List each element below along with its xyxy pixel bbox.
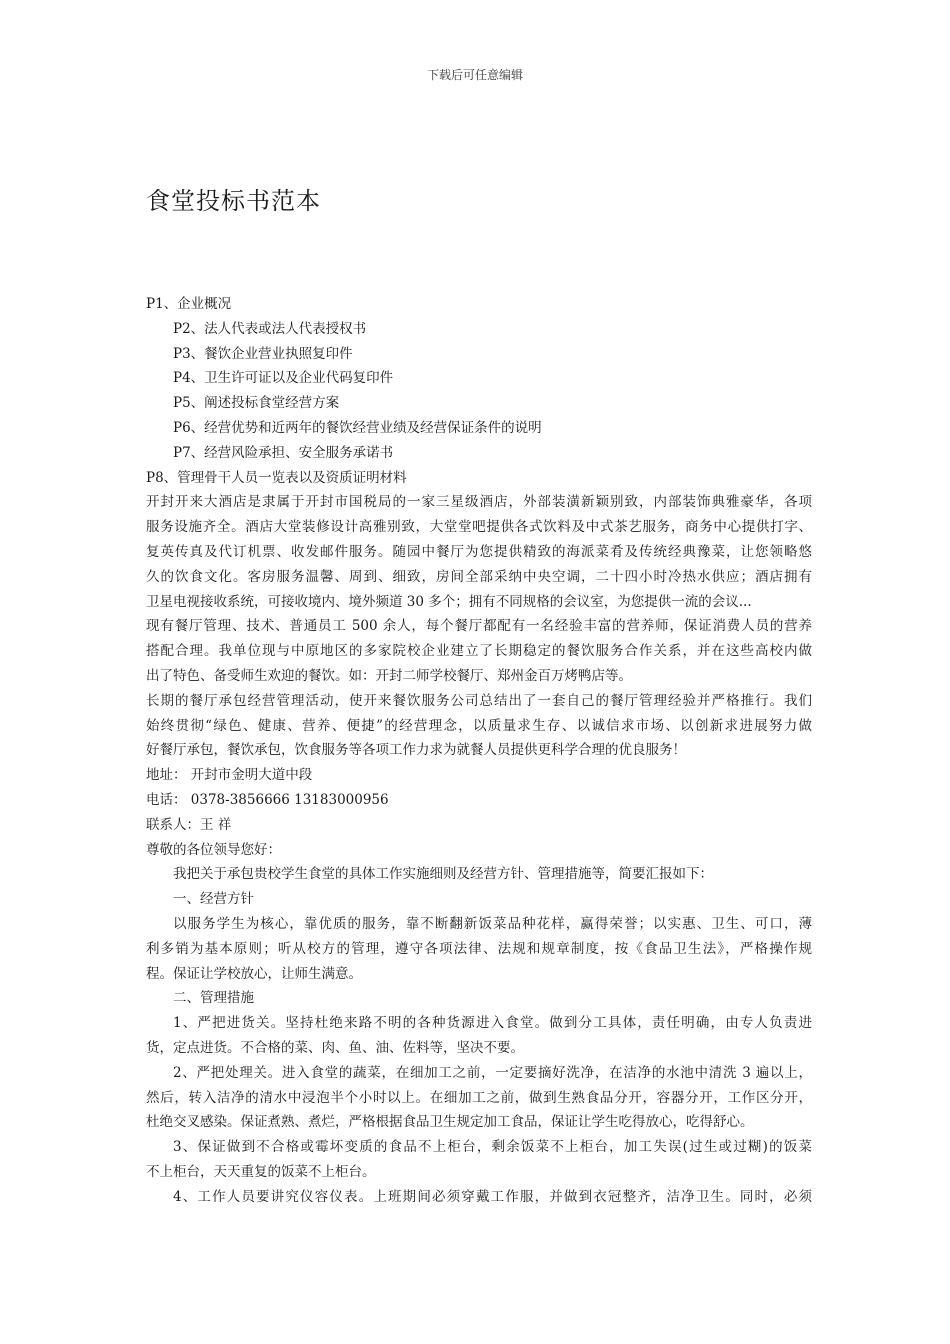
body-line: P7、经营风险承担、安全服务承诺书 [173, 444, 394, 461]
body-line: P4、卫生许可证以及企业代码复印件 [173, 370, 394, 387]
document-title: 食堂投标书范本 [146, 187, 321, 215]
body-line: P8、管理骨干人员一览表以及资质证明材料 [146, 469, 407, 486]
document-body [146, 292, 812, 1209]
body-line: P6、经营优势和近两年的餐饮经营业绩及经营保证条件的说明 [173, 419, 542, 436]
body-line: P1、企业概况 [146, 296, 232, 312]
body-line: 好餐厅承包，餐饮承包，饮食服务等各项工作力求为就餐人员提供更科学合理的优良服务！ [146, 742, 686, 759]
body-line: 一、经营方针 [173, 891, 254, 908]
body-line: P5、阐述投标食堂经营方案 [173, 395, 340, 412]
body-line: 1、严把进货关。坚持杜绝来路不明的各种货源进入食堂。做到分工具体，责任明确，由专人负责进 [173, 1015, 812, 1032]
body-line: 二、管理措施 [173, 990, 254, 1007]
body-line: 我把关于承包贵校学生食堂的具体工作实施细则及经营方针、管理措施等，简要汇报如下： [173, 866, 713, 883]
body-line: 联系人：王 祥 [146, 816, 232, 833]
page-header-note: 下载后可任意编辑 [426, 68, 523, 82]
body-line: 出了特色、备受师生欢迎的餐饮。如：开封二师学校餐厅、郑州金百万烤鸭店等。 [146, 667, 632, 684]
body-line: 地址： 开封市金明大道中段 [146, 767, 313, 784]
body-line: 开封开来大酒店是隶属于开封市国税局的一家三星级酒店，外部装潢新颖别致，内部装饰典雅豪华，各项 [146, 494, 812, 511]
body-line: 电话： 0378-3856666 13183000956 [146, 791, 389, 808]
body-line: P3、餐饮企业营业执照复印件 [173, 345, 353, 362]
body-line: 4、工作人员要讲究仪容仪表。上班期间必须穿戴工作服，并做到衣冠整齐，洁净卫生。同时，必须 [173, 1188, 812, 1205]
body-line: 杜绝交叉感染。保证煮熟、煮烂，严格根据食品卫生规定加工食品，保证让学生吃得放心，吃得舒心。 [146, 1114, 754, 1131]
body-line: 2、严把处理关。进入食堂的蔬菜，在细加工之前，一定要摘好洗净，在洁净的水池中清洗 3 遍以上， [173, 1064, 812, 1081]
body-line: 复英传真及代订机票、收发邮件服务。随园中餐厅为您提供精致的海派菜肴及传统经典豫菜，让您领略悠 [146, 543, 812, 560]
body-line: 久的饮食文化。客房服务温馨、周到、细致，房间全部采纳中央空调，二十四小时冷热水供应；酒店拥有 [146, 568, 812, 585]
body-line: 利多销为基本原则；听从校方的管理，遵守各项法律、法规和规章制度，按《食品卫生法》，严格操作规 [146, 940, 812, 957]
body-line: 货，定点进货。不合格的菜、肉、鱼、油、佐料等，坚决不要。 [146, 1039, 524, 1056]
body-line: 现有餐厅管理、技术、普通员工 500 余人，每个餐厅都配有一名经验丰富的营养师，保证消费人员的营养 [146, 618, 812, 635]
body-line: 尊敬的各位领导您好： [146, 841, 281, 858]
body-line: 卫星电视接收系统，可接收境内、境外频道 30 多个；拥有不同规格的会议室，为您提供一流的会议... [146, 593, 752, 610]
body-line: 程。保证让学校放心，让师生满意。 [146, 965, 362, 982]
body-line: 服务设施齐全。酒店大堂装修设计高雅别致，大堂堂吧提供各式饮料及中式茶艺服务，商务中心提供打字、 [146, 519, 812, 536]
body-line: 3、保证做到不合格或霉坏变质的食品不上柜台，剩余饭菜不上柜台，加工失误(过生或过糊)的饭菜 [173, 1139, 812, 1156]
body-line: 以服务学生为核心，靠优质的服务，靠不断翻新饭菜品种花样，赢得荣誉；以实惠、卫生、可口，薄 [173, 915, 812, 932]
body-line: P2、法人代表或法人代表授权书 [173, 320, 367, 337]
body-line: 不上柜台，天天重复的饭菜不上柜台。 [146, 1163, 376, 1180]
body-line: 长期的餐厅承包经营管理活动，使开来餐饮服务公司总结出了一套自己的餐厅管理经验并严格推行。我们 [146, 692, 812, 709]
body-line: 搭配合理。我单位现与中原地区的多家院校企业建立了长期稳定的餐饮服务合作关系，并在这些高校内做 [146, 643, 812, 660]
body-line: 然后，转入洁净的清水中浸泡半个小时以上。在细加工之前，做到生熟食品分开，容器分开，工作区分开， [146, 1089, 812, 1106]
body-line: 始终贯彻“绿色、健康、营养、便捷”的经营理念，以质量求生存、以诚信求市场、以创新求进展努力做 [146, 717, 812, 734]
